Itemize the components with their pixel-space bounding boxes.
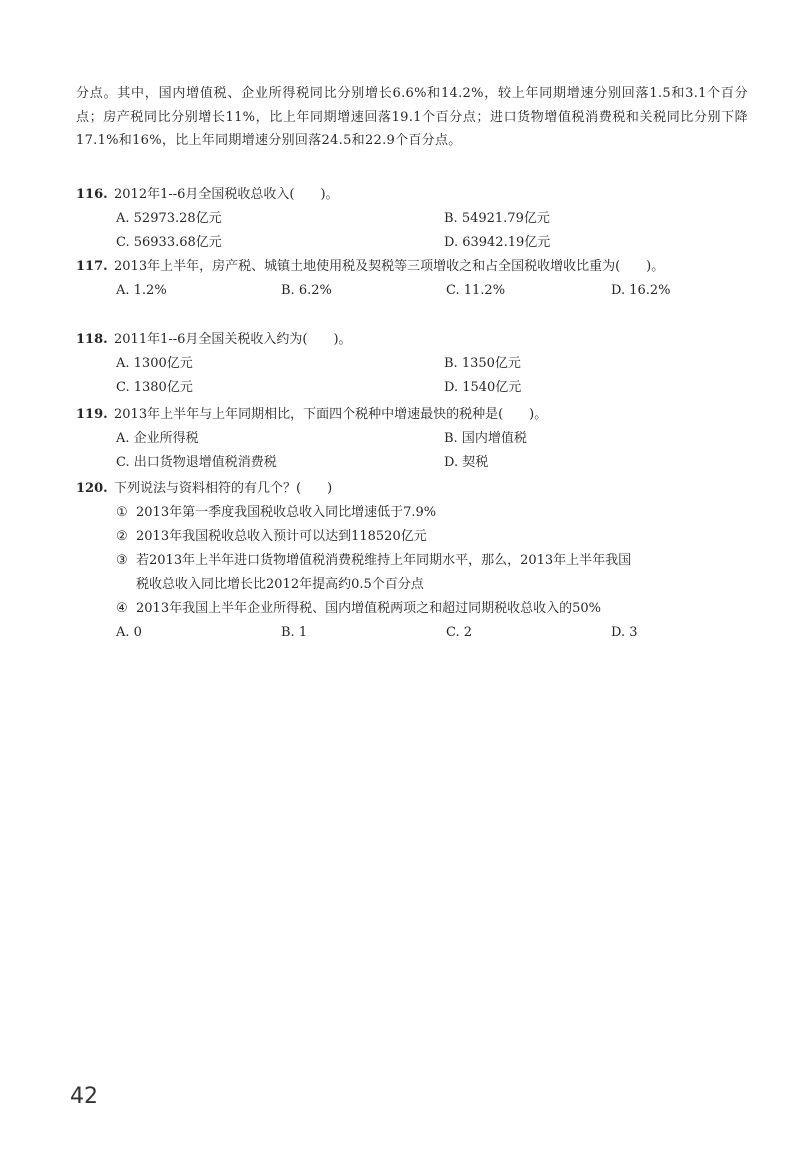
statement-4	[116, 597, 756, 621]
option-a: A. 52973.28亿元	[116, 211, 222, 226]
question-117	[76, 255, 756, 303]
statement-3-continuation: 税收总收入同比增长比2012年提高约0.5个百分点	[136, 577, 424, 592]
option-a: A. 1300亿元	[116, 356, 193, 371]
question-number: 119.	[76, 407, 108, 422]
statement-text: 2013年我国上半年企业所得税、国内增值税两项之和超过同期税收总收入的50%	[136, 601, 601, 616]
option-c: C. 出口货物退增值税消费税	[116, 455, 277, 470]
option-a: A. 1.2%	[116, 283, 167, 298]
option-b: B. 1350亿元	[444, 356, 521, 371]
question-number: 120.	[76, 481, 108, 496]
statement-text: 若2013年上半年进口货物增值税消费税维持上年同期水平，那么，2013年上半年我国	[136, 553, 632, 568]
option-d: D. 3	[611, 625, 638, 640]
question-number: 117.	[76, 259, 108, 274]
page-number: 42	[70, 1084, 98, 1109]
option-d: D. 契税	[444, 455, 489, 470]
option-b: B. 国内增值税	[444, 431, 527, 446]
question-number: 116.	[76, 187, 108, 202]
option-d: D. 16.2%	[611, 283, 671, 298]
option-c: C. 56933.68亿元	[116, 235, 222, 250]
statement-marker: ①	[116, 505, 128, 520]
statement-text: 2013年我国税收总收入预计可以达到118520亿元	[136, 529, 427, 544]
statement-list	[116, 501, 756, 621]
question-number: 118.	[76, 332, 108, 347]
question-text: 2013年上半年，房产税、城镇土地使用税及契税等三项增收之和占全国税收增收比重为( )。	[114, 259, 665, 274]
intro-paragraph: 分点。其中，国内增值税、企业所得税同比分别增长6.6%和14.2%，较上年同期增速分别回落1.5和3.1个百分点；房产税同比分别增长11%，比上年同期增速回落19.1个百分点；进口货物增值税消费税和关税同比分别下降17.1%和16%，比上年同期增速分别回落24.5和22.9个百分点。	[76, 86, 748, 148]
question-119	[76, 403, 756, 475]
question-text: 2012年1--6月全国税收总收入( )。	[114, 187, 339, 202]
option-b: B. 1	[281, 625, 308, 640]
question-118	[76, 328, 756, 400]
option-c: C. 1380亿元	[116, 380, 193, 395]
question-text: 2013年上半年与上年同期相比，下面四个税种中增速最快的税种是( )。	[114, 407, 548, 422]
option-c: C. 11.2%	[446, 283, 506, 298]
statement-1	[116, 501, 756, 525]
option-a: A. 0	[116, 625, 142, 640]
option-d: D. 63942.19亿元	[444, 235, 551, 250]
option-b: B. 54921.79亿元	[444, 211, 550, 226]
statement-marker: ④	[116, 601, 128, 616]
option-c: C. 2	[446, 625, 473, 640]
question-116	[76, 183, 756, 255]
option-a: A. 企业所得税	[116, 431, 199, 446]
option-b: B. 6.2%	[281, 283, 332, 298]
statement-text: 2013年第一季度我国税收总收入同比增速低于7.9%	[136, 505, 437, 520]
question-text: 2011年1--6月全国关税收入约为( )。	[114, 332, 352, 347]
statement-3	[116, 549, 756, 573]
question-120	[76, 477, 756, 645]
statement-marker: ②	[116, 529, 128, 544]
statement-marker: ③	[116, 553, 128, 568]
question-text: 下列说法与资料相符的有几个？( )	[114, 481, 333, 496]
option-d: D. 1540亿元	[444, 380, 522, 395]
statement-2	[116, 525, 756, 549]
